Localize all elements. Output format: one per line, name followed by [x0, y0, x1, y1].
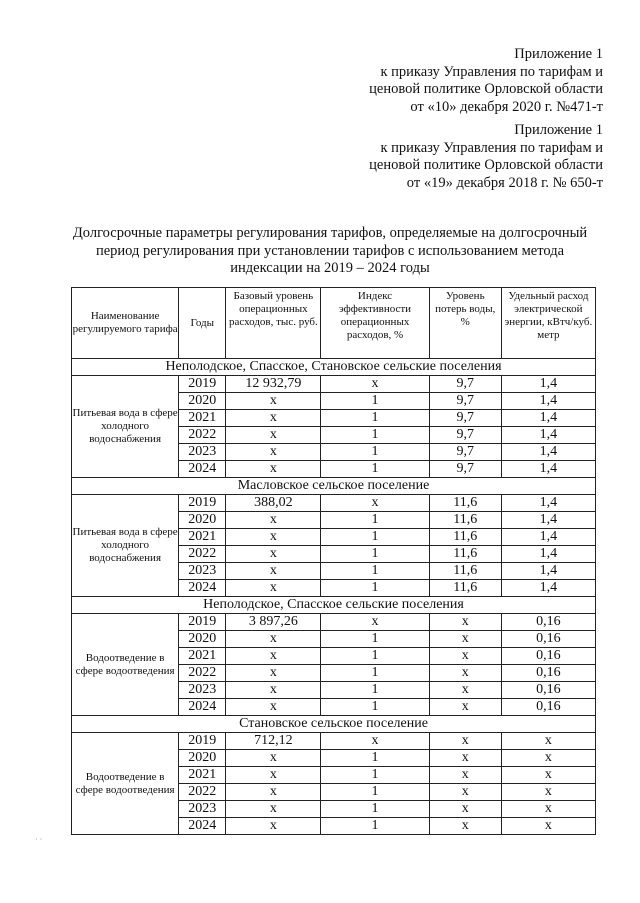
group-header-row: [72, 478, 596, 495]
appendix-current-order: [369, 46, 603, 116]
efficiency-index-cell: x: [321, 376, 429, 393]
efficiency-index-cell: 1: [321, 580, 429, 597]
water-loss-cell: 11,6: [429, 546, 501, 563]
year-cell: 2024: [179, 461, 226, 478]
base-opex-cell: x: [226, 512, 321, 529]
efficiency-index-cell: 1: [321, 801, 429, 818]
water-loss-cell: x: [429, 682, 501, 699]
appendix-line: ценовой политике Орловской области: [369, 81, 603, 97]
tariff-name-cell: Водоотведение в сфере водоотведения: [72, 614, 179, 716]
year-cell: 2023: [179, 444, 226, 461]
base-opex-cell: x: [226, 580, 321, 597]
header-energy-consumption: Удельный расход электрической энергии, кВтч/куб. метр: [501, 288, 595, 359]
energy-consumption-cell: x: [501, 801, 595, 818]
energy-consumption-cell: 0,16: [501, 631, 595, 648]
table-row: [72, 733, 596, 750]
settlement-group-title: Становское сельское поселение: [72, 716, 596, 733]
efficiency-index-cell: 1: [321, 427, 429, 444]
base-opex-cell: x: [226, 546, 321, 563]
year-cell: 2021: [179, 410, 226, 427]
water-loss-cell: x: [429, 767, 501, 784]
title-line: индексации на 2019 – 2024 годы: [230, 260, 430, 276]
year-cell: 2019: [179, 376, 226, 393]
year-cell: 2022: [179, 784, 226, 801]
water-loss-cell: x: [429, 665, 501, 682]
year-cell: 2019: [179, 495, 226, 512]
appendix-line: к приказу Управления по тарифам и: [380, 139, 603, 156]
header-water-loss: Уровень потерь воды, %: [429, 288, 501, 359]
energy-consumption-cell: 1,4: [501, 580, 595, 597]
base-opex-cell: x: [226, 750, 321, 767]
group-header-row: [72, 597, 596, 614]
year-cell: 2020: [179, 631, 226, 648]
base-opex-cell: x: [226, 410, 321, 427]
base-opex-cell: x: [226, 767, 321, 784]
efficiency-index-cell: 1: [321, 563, 429, 580]
tariff-name-cell: Питьевая вода в сфере холодного водоснабжения: [72, 495, 179, 597]
energy-consumption-cell: 0,16: [501, 682, 595, 699]
table-header-row: [72, 288, 596, 359]
document-title: [60, 225, 600, 278]
water-loss-cell: x: [429, 818, 501, 835]
efficiency-index-cell: 1: [321, 699, 429, 716]
header-tariff-name: Наименование регулируемого тарифа: [72, 288, 179, 359]
efficiency-index-cell: 1: [321, 767, 429, 784]
energy-consumption-cell: 1,4: [501, 512, 595, 529]
energy-consumption-cell: x: [501, 784, 595, 801]
year-cell: 2021: [179, 529, 226, 546]
efficiency-index-cell: 1: [321, 512, 429, 529]
energy-consumption-cell: 1,4: [501, 461, 595, 478]
header-base-opex: Базовый уровень операционных расходов, тыс. руб.: [226, 288, 321, 359]
water-loss-cell: 9,7: [429, 393, 501, 410]
base-opex-cell: x: [226, 444, 321, 461]
efficiency-index-cell: x: [321, 733, 429, 750]
header-efficiency-index: Индекс эффективности операционных расходов, %: [321, 288, 429, 359]
base-opex-cell: x: [226, 631, 321, 648]
efficiency-index-cell: 1: [321, 648, 429, 665]
base-opex-cell: x: [226, 665, 321, 682]
tariff-name-cell: Питьевая вода в сфере холодного водоснабжения: [72, 376, 179, 478]
water-loss-cell: 9,7: [429, 427, 501, 444]
year-cell: 2022: [179, 427, 226, 444]
base-opex-cell: 3 897,26: [226, 614, 321, 631]
base-opex-cell: 712,12: [226, 733, 321, 750]
water-loss-cell: x: [429, 801, 501, 818]
appendix-line: Приложение 1: [514, 122, 603, 138]
efficiency-index-cell: x: [321, 614, 429, 631]
efficiency-index-cell: 1: [321, 631, 429, 648]
year-cell: 2024: [179, 699, 226, 716]
year-cell: 2023: [179, 563, 226, 580]
year-cell: 2023: [179, 801, 226, 818]
year-cell: 2020: [179, 750, 226, 767]
base-opex-cell: x: [226, 699, 321, 716]
settlement-group-title: Неполодское, Спасское сельские поселения: [72, 597, 596, 614]
efficiency-index-cell: 1: [321, 410, 429, 427]
water-loss-cell: x: [429, 648, 501, 665]
energy-consumption-cell: 0,16: [501, 614, 595, 631]
base-opex-cell: x: [226, 818, 321, 835]
year-cell: 2020: [179, 393, 226, 410]
energy-consumption-cell: 1,4: [501, 495, 595, 512]
energy-consumption-cell: 1,4: [501, 546, 595, 563]
efficiency-index-cell: 1: [321, 546, 429, 563]
efficiency-index-cell: 1: [321, 665, 429, 682]
settlement-group-title: Неполодское, Спасское, Становское сельские поселения: [72, 359, 596, 376]
base-opex-cell: 388,02: [226, 495, 321, 512]
efficiency-index-cell: 1: [321, 682, 429, 699]
table-row: [72, 495, 596, 512]
year-cell: 2024: [179, 580, 226, 597]
efficiency-index-cell: 1: [321, 393, 429, 410]
base-opex-cell: x: [226, 648, 321, 665]
year-cell: 2020: [179, 512, 226, 529]
energy-consumption-cell: 1,4: [501, 393, 595, 410]
appendix-line: Приложение 1: [514, 46, 603, 62]
base-opex-cell: x: [226, 529, 321, 546]
water-loss-cell: 9,7: [429, 410, 501, 427]
energy-consumption-cell: 1,4: [501, 529, 595, 546]
efficiency-index-cell: 1: [321, 529, 429, 546]
water-loss-cell: 11,6: [429, 529, 501, 546]
header-years: Годы: [179, 288, 226, 359]
base-opex-cell: x: [226, 393, 321, 410]
efficiency-index-cell: 1: [321, 750, 429, 767]
appendix-previous-order: [369, 122, 603, 192]
water-loss-cell: x: [429, 631, 501, 648]
energy-consumption-cell: x: [501, 767, 595, 784]
year-cell: 2023: [179, 682, 226, 699]
water-loss-cell: 11,6: [429, 563, 501, 580]
water-loss-cell: x: [429, 699, 501, 716]
water-loss-cell: 11,6: [429, 580, 501, 597]
water-loss-cell: x: [429, 614, 501, 631]
water-loss-cell: x: [429, 733, 501, 750]
energy-consumption-cell: 0,16: [501, 648, 595, 665]
base-opex-cell: x: [226, 784, 321, 801]
year-cell: 2019: [179, 614, 226, 631]
efficiency-index-cell: 1: [321, 461, 429, 478]
group-header-row: [72, 359, 596, 376]
tariff-name-cell: Водоотведение в сфере водоотведения: [72, 733, 179, 835]
efficiency-index-cell: 1: [321, 444, 429, 461]
water-loss-cell: x: [429, 784, 501, 801]
efficiency-index-cell: x: [321, 495, 429, 512]
efficiency-index-cell: 1: [321, 818, 429, 835]
year-cell: 2021: [179, 648, 226, 665]
energy-consumption-cell: 0,16: [501, 699, 595, 716]
energy-consumption-cell: 0,16: [501, 665, 595, 682]
table-row: [72, 376, 596, 393]
appendix-line: ценовой политике Орловской области: [369, 157, 603, 173]
tariff-parameters-table: [71, 287, 596, 835]
energy-consumption-cell: 1,4: [501, 444, 595, 461]
group-header-row: [72, 716, 596, 733]
table-row: [72, 614, 596, 631]
energy-consumption-cell: 1,4: [501, 376, 595, 393]
water-loss-cell: x: [429, 750, 501, 767]
base-opex-cell: x: [226, 801, 321, 818]
water-loss-cell: 11,6: [429, 495, 501, 512]
base-opex-cell: x: [226, 427, 321, 444]
base-opex-cell: x: [226, 682, 321, 699]
year-cell: 2024: [179, 818, 226, 835]
base-opex-cell: x: [226, 461, 321, 478]
energy-consumption-cell: 1,4: [501, 427, 595, 444]
base-opex-cell: 12 932,79: [226, 376, 321, 393]
water-loss-cell: 9,7: [429, 376, 501, 393]
settlement-group-title: Масловское сельское поселение: [72, 478, 596, 495]
energy-consumption-cell: x: [501, 818, 595, 835]
scan-artifact: · ·: [35, 835, 43, 844]
title-line: период регулирования при установлении тарифов с использованием метода: [95, 242, 565, 259]
base-opex-cell: x: [226, 563, 321, 580]
appendix-line: к приказу Управления по тарифам и: [380, 63, 603, 80]
water-loss-cell: 11,6: [429, 512, 501, 529]
energy-consumption-cell: x: [501, 750, 595, 767]
energy-consumption-cell: 1,4: [501, 563, 595, 580]
energy-consumption-cell: 1,4: [501, 410, 595, 427]
title-line: Долгосрочные параметры регулирования тарифов, определяемые на долгосрочный: [72, 225, 588, 241]
efficiency-index-cell: 1: [321, 784, 429, 801]
year-cell: 2022: [179, 665, 226, 682]
year-cell: 2021: [179, 767, 226, 784]
energy-consumption-cell: x: [501, 733, 595, 750]
year-cell: 2022: [179, 546, 226, 563]
appendix-line: от «19» декабря 2018 г. № 650-т: [406, 174, 603, 191]
year-cell: 2019: [179, 733, 226, 750]
water-loss-cell: 9,7: [429, 461, 501, 478]
appendix-line: от «10» декабря 2020 г. №471-т: [410, 98, 603, 115]
water-loss-cell: 9,7: [429, 444, 501, 461]
